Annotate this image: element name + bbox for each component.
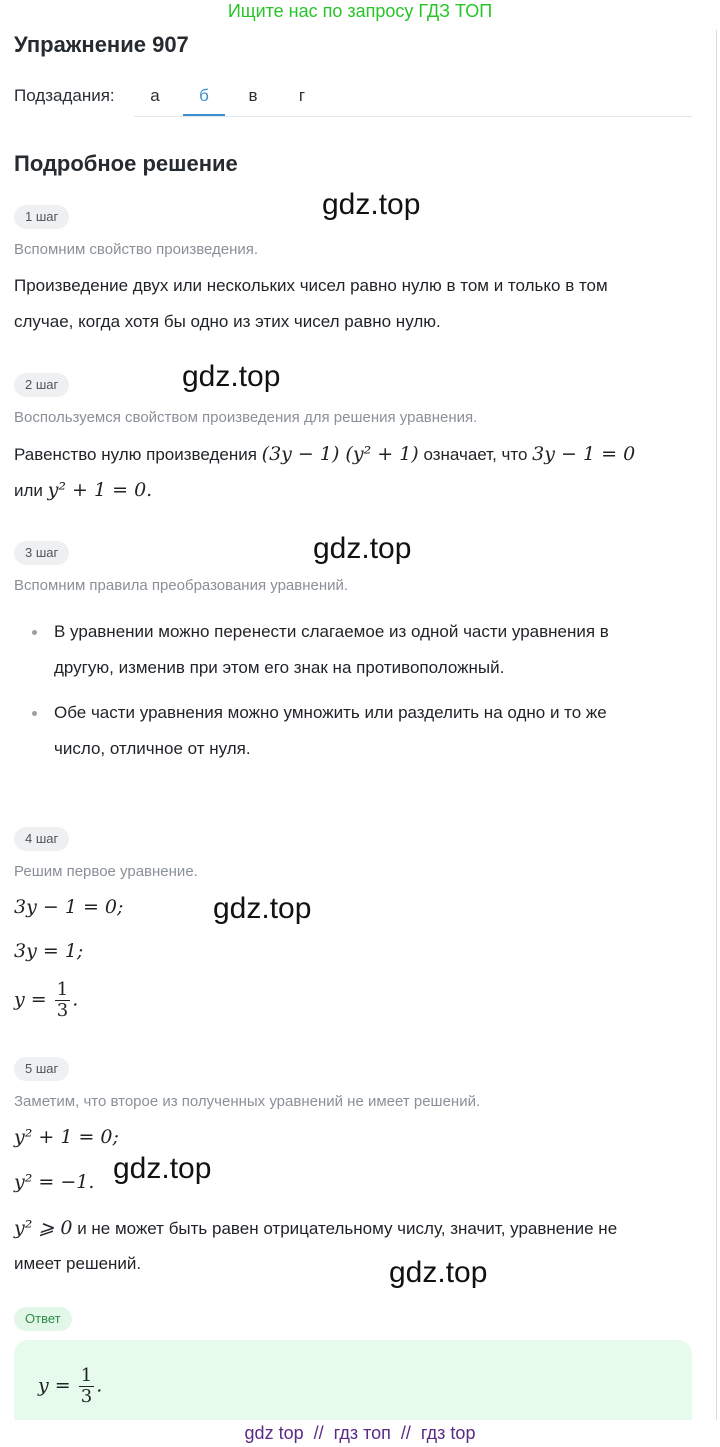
watermark: gdz.top <box>313 532 412 565</box>
bullet-dot <box>32 711 37 716</box>
fraction <box>79 1366 94 1407</box>
math-equation: 3y − 1 = 0 <box>532 443 636 465</box>
step-hint: Решим первое уравнение. <box>14 863 198 880</box>
step-text-line <box>14 1210 617 1247</box>
watermark: gdz.top <box>113 1152 212 1185</box>
list-item-line: другую, изменив при этом его знак на противоположный. <box>54 658 505 677</box>
footer-links: gdz top // гдз топ // гдз top <box>0 1420 720 1447</box>
math-product: (3y − 1) (y² + 1) <box>261 443 419 465</box>
page-divider <box>716 30 717 1420</box>
tab-a[interactable]: а <box>150 86 160 105</box>
math-lhs: y = <box>14 988 47 1011</box>
tab-b[interactable]: б <box>183 78 225 116</box>
step-badge: 1 шаг <box>14 205 69 229</box>
list-item-line: В уравнении можно перенести слагаемое из одной части уравнения в <box>54 622 609 641</box>
math-lhs: y = <box>38 1374 71 1397</box>
math-equation: y² + 1 = 0; <box>14 1126 119 1148</box>
fraction-denominator: 3 <box>56 1000 69 1021</box>
step-badge: 3 шаг <box>14 541 69 565</box>
step-hint: Заметим, что второе из полученных уравнений не имеет решений. <box>14 1093 481 1110</box>
text-fragment: или <box>14 481 43 500</box>
tab-g[interactable]: г <box>298 86 306 105</box>
section-title: Подробное решение <box>14 151 238 176</box>
subtask-tabs <box>134 78 692 117</box>
step-text-line <box>14 436 635 473</box>
step-text-line: имеет решений. <box>14 1254 142 1273</box>
fraction-numerator: 1 <box>80 1365 93 1386</box>
list-item-line: число, отличное от нуля. <box>54 739 251 758</box>
answer-box <box>14 1340 692 1430</box>
text-fragment: означает, что <box>423 445 528 464</box>
fraction-numerator: 1 <box>56 979 69 1000</box>
watermark: gdz.top <box>182 360 281 393</box>
step-badge: 2 шаг <box>14 373 69 397</box>
step-text-line <box>14 472 152 509</box>
step-badge: 5 шаг <box>14 1057 69 1081</box>
list-item-line: Обе части уравнения можно умножить или разделить на одно и то же <box>54 703 607 722</box>
step-hint: Воспользуемся свойством произведения для решения уравнения. <box>14 409 478 426</box>
answer-value <box>38 1366 102 1407</box>
math-result <box>14 980 78 1021</box>
step-hint: Вспомним свойство произведения. <box>14 241 259 258</box>
subtasks-label: Подзадания: <box>14 86 115 105</box>
math-equation: 3y = 1; <box>14 940 84 962</box>
math-equation: 3y − 1 = 0; <box>14 896 124 918</box>
text-fragment: и не может быть равен отрицательному числу, значит, уравнение не <box>77 1219 618 1238</box>
step-badge: 4 шаг <box>14 827 69 851</box>
bullet-dot <box>32 630 37 635</box>
math-punct: . <box>72 988 79 1011</box>
step-text-line: Произведение двух или нескольких чисел равно нулю в том и только в том <box>14 276 608 295</box>
math-equation: y² = −1. <box>14 1171 95 1193</box>
exercise-title: Упражнение 907 <box>14 32 189 57</box>
fraction <box>55 980 70 1021</box>
watermark: gdz.top <box>213 892 312 925</box>
math-inequality: y² ⩾ 0 <box>14 1217 73 1239</box>
math-punct: . <box>96 1374 103 1397</box>
math-equation: y² + 1 = 0. <box>47 479 153 501</box>
watermark: gdz.top <box>389 1256 488 1289</box>
rules-list <box>14 614 704 764</box>
watermark: gdz.top <box>322 188 421 221</box>
text-fragment: Равенство нулю произведения <box>14 445 257 464</box>
fraction-denominator: 3 <box>80 1386 93 1407</box>
answer-badge: Ответ <box>14 1307 72 1331</box>
promo-banner: Ищите нас по запросу ГДЗ ТОП <box>227 1 493 21</box>
tab-v[interactable]: в <box>248 86 258 105</box>
step-text-line: случае, когда хотя бы одно из этих чисел равно нулю. <box>14 312 441 331</box>
step-hint: Вспомним правила преобразования уравнений. <box>14 577 349 594</box>
